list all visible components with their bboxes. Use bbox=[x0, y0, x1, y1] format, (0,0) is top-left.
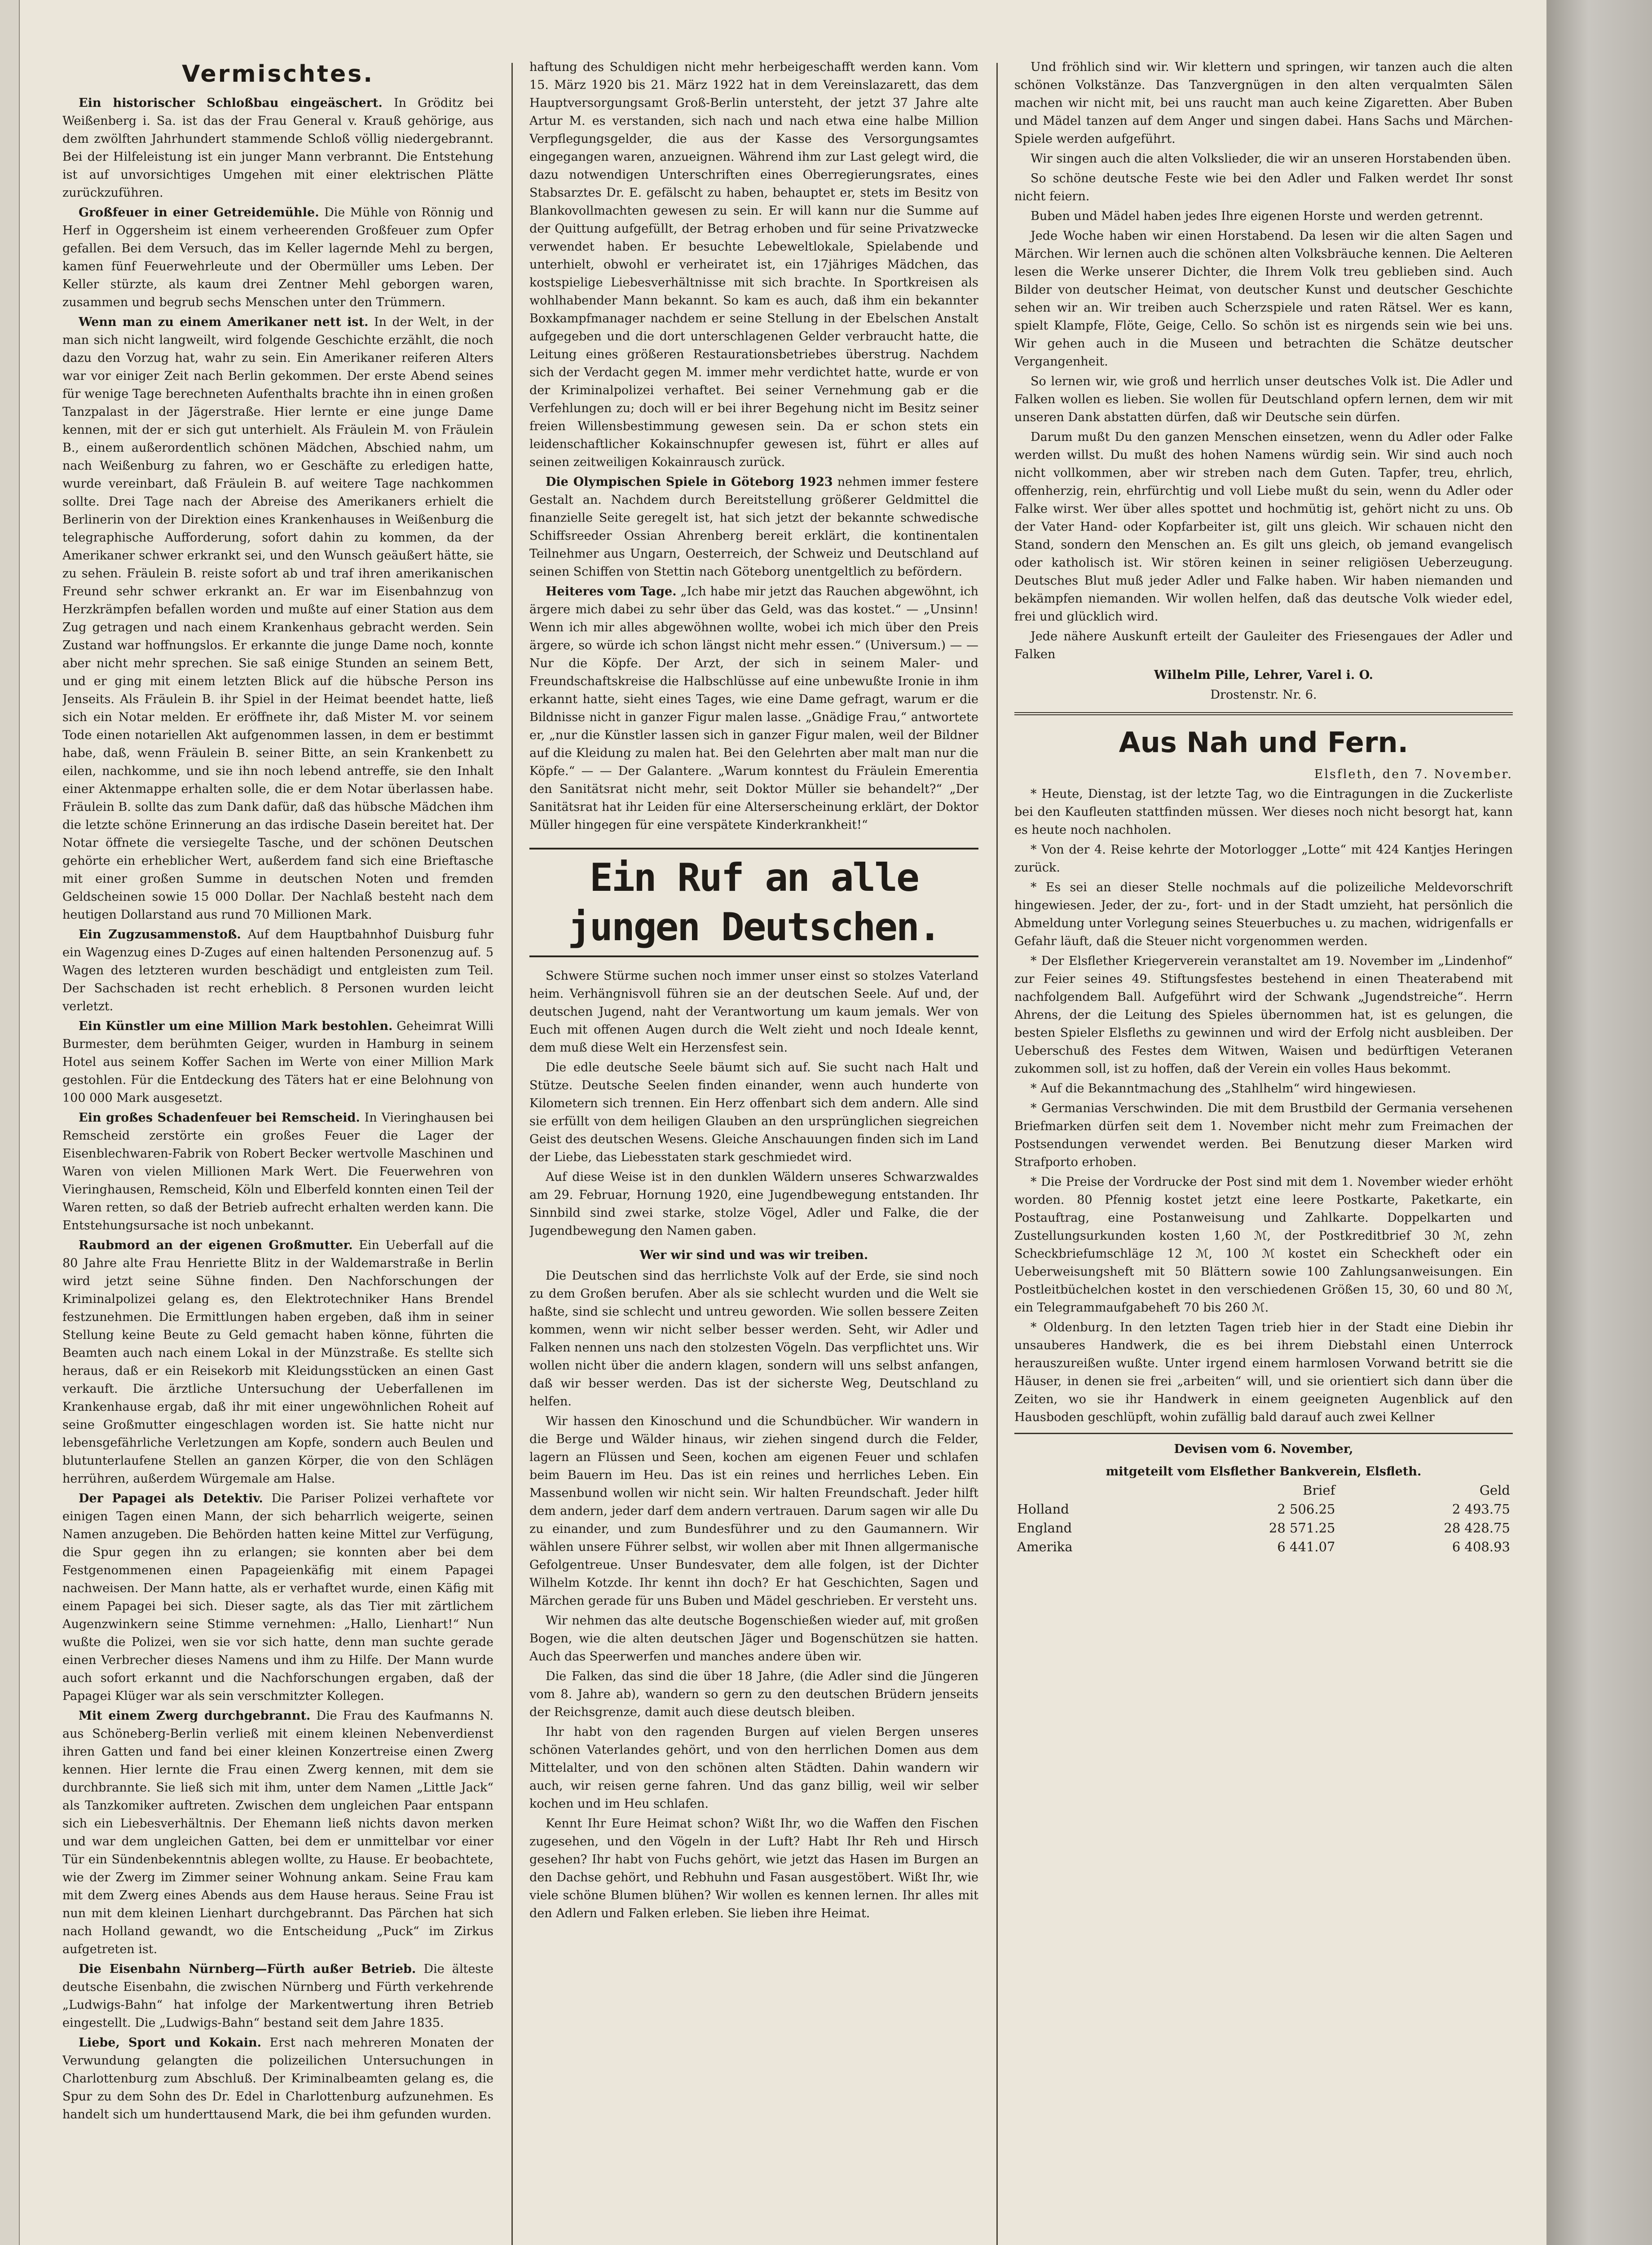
article-text: Die älteste deutsche Eisenbahn, die zwischen Nürnberg und Fürth verkehrende „Ludwigs-Bahn“ hat infolge der Markentwertung ihren Betrieb eingestellt. Die „Ludwigs-Bahn“ bestand seit dem Jahre 1835. bbox=[62, 1962, 493, 2030]
article-paragraph: Die Falken, das sind die über 18 Jahre, (die Adler sind die Jüngeren vom 8. Jahre ab), wandern so gern zu den deutschen Brüdern jenseits der Reichsgrenze, damit auch diese deutsch bleiben. bbox=[529, 1669, 978, 1719]
devisen-header-geld: Geld bbox=[1479, 1483, 1510, 1498]
article-paragraph: * Es sei an dieser Stelle nochmals auf die polizeiliche Meldevorschrift hingewiesen. Jeder, der zu-, fort- und in der Stadt umzieht, hat persönlich die Abmeldung unter Vorlegung seines Steuerbuches u. zu machen, widrigenfalls er Gefahr läuft, daß die Steuer nicht vorgenommen werden. bbox=[1014, 880, 1513, 948]
devisen-table bbox=[1014, 1481, 1513, 1556]
divider bbox=[1014, 1433, 1513, 1434]
column-vermischtes bbox=[62, 58, 493, 2245]
article-paragraph: Die Deutschen sind das herrlichste Volk auf der Erde, sie sind noch zu dem Großen berufen. Aber als sie schlecht wurden und die Welt sie haßte, sind sie schlecht und untreu geworden. Wie sollen bessere Zeiten kommen, wenn wir nicht selber besser werden. Seht, wir Adler und Falken nennen uns nach den stolzesten Vögeln. Das verpflichtet uns. Wir wollen nicht über die andern klagen, sondern will uns selbst anfangen, daß wir besser werden. Das ist der sicherste Weg, Deutschland zu helfen. bbox=[529, 1269, 978, 1409]
ruf-article-continued bbox=[1014, 58, 1513, 664]
article-paragraph: * Heute, Dienstag, ist der letzte Tag, wo die Eintragungen in die Zuckerliste bei den Kaufleuten stattfinden müssen. Wer dieses noch nicht besorgt hat, kann es heute noch nachholen. bbox=[1014, 787, 1513, 837]
article-text: Die Mühle von Rönnig und Herf in Oggersheim ist einem verheerenden Großfeuer zum Opfer gefallen. Bei dem Versuch, das im Keller lagernde Mehl zu bergen, kamen fünf Feuerwehrleute und der Obermüller ums Leben. Der Keller stürzte, als kaum drei Zentner Mehl geborgen waren, zusammen und begrub sechs Menschen unter den Trümmern. bbox=[62, 206, 493, 309]
article-paragraph: Schwere Stürme suchen noch immer unser einst so stolzes Vaterland heim. Verhängnisvoll führen sie an der deutschen Seele. Auf und, der deutschen Jugend, naht der Verantwortung um kaum jemals. Wer von Euch mit offenen Augen durch die Welt zieht und noch Ideale kennt, dem muß diese Welt ein Herzensfest sein. bbox=[529, 969, 978, 1055]
section-title-aus-nah-und-fern: Aus Nah und Fern. bbox=[1119, 726, 1409, 759]
continued-article bbox=[529, 58, 978, 471]
article-paragraph bbox=[62, 2034, 493, 2124]
article-headline: Großfeuer in einer Getreidemühle. bbox=[79, 206, 319, 220]
devisen-title: Devisen vom 6. November, bbox=[1174, 1442, 1353, 1456]
middle-articles bbox=[529, 473, 978, 834]
article-paragraph bbox=[62, 926, 493, 1016]
devisen-geld: 2 493.75 bbox=[1452, 1501, 1510, 1517]
article-paragraph bbox=[62, 1960, 493, 2032]
article-paragraph: * Auf die Bekanntmachung des „Stahlhelm“ wird hingewiesen. bbox=[1031, 1082, 1416, 1096]
article-paragraph bbox=[529, 473, 978, 581]
article-text: In der Welt, in der man sich nicht langweilt, wird folgende Geschichte erzählt, die noch dazu den Vorzug hat, wahr zu sein. Ein Amerikaner reiferen Alters war vor einiger Zeit nach Berlin gekommen. Der erste Abend seines für wenige Tage berechneten Aufenthalts brachte ihn in einen großen Tanzpalast in der Jägerstraße. Hier lernte er eine junge Dame kennen, mit der er sich gut unterhielt. Als Fräulein M. von Fräulein B., einem außerordentlich schönen Mädchen, Abschied nahm, um nach Weißenburg zu fahren, wo er Geschäfte zu erledigen hatte, wurde vereinbart, daß Fräulein B. auf weitere Tage nachkommen sollte. Drei Tage nach der Abreise des Amerikaners erhielt die Berlinerin von der Direktion eines Krankenhauses in Weißenburg die telegraphische Aufforderung, sofort dahin zu kommen, da der Amerikaner schwer erkrankt sei, und den Wunsch geäußert hätte, sie zu sehen. Fräulein B. reiste sofort ab und traf ihren amerikanischen Freund sehr schwer erkrankt an. Er war im Eisenbahnzug von Herzkrämpfen befallen worden und mußte auf einer Station aus dem Zug getragen und nach einem Krankenhaus gebracht werden. Sein Zustand war hoffnungslos. Er erkannte die junge Dame noch, konnte aber nicht mehr sprechen. Sie saß einige Stunden an seinem Bett, und er ging mit einem letzten Blick auf die hübsche Person ins Jenseits. Als Fräulein B. ihr Spiel in der Heimat beendet hatte, ließ sich ein Notar melden. Er eröffnete ihr, daß Mister M. vor seinem Tode einen notariellen Akt aufgenommen lassen, in dem er bestimmt habe, daß, wenn Fräulein B. seiner Bitte, an sein Krankenbett zu eilen, nachkomme, und sie ihn noch lebend antreffe, sie den Inhalt einer Aktenmappe erhalten solle, die er dem Notar überlassen habe. Fräulein B. sollte das zum Dank dafür, daß das hübsche Mädchen ihm die letzte schöne Erinnerung an das irdische Dasein bereitet hat. Der Notar öffnete die versiegelte Tasche, und der schönen Deutschen gehörte ein erheblicher Wert, außerdem fand sich eine Brieftasche mit einer großen Summe in deutschen Noten und fremden Geldscheinen sowie 15 000 Dollar. Der Nachlaß besteht nach dem heutigen Dollarstand aus rund 70 Millionen Mark. bbox=[62, 315, 493, 922]
article-headline: Wenn man zu einem Amerikaner nett ist. bbox=[79, 315, 369, 329]
devisen-subtitle: mitgeteilt vom Elsflether Bankverein, Elsfleth. bbox=[1106, 1465, 1422, 1479]
devisen-brief: 2 506.25 bbox=[1277, 1501, 1335, 1517]
scanner-edge bbox=[1546, 0, 1652, 2245]
article-text: Die Frau des Kaufmanns N. aus Schöneberg-Berlin verließ mit einem kleinen Nebenverdienst ihren Gatten und fand bei einer kleinen Konzertreise einen Zwerg kennen. Hier lernte die Frau einen Zwerg kennen, mit dem sie durchbrannte. Sie ließ sich mit ihm, unter dem Namen „Little Jack“ als Tanzkomiker auftreten. Zwischen dem ungleichen Paar entspann sich ein Liebesverhältnis. Der Ehemann ließ nichts davon merken und war dem ungleichen Gatten, bei dem er unmittelbar vor einer Tür ein Sündenbekenntnis ablegen wollte, zu Hause. Er beobachtete, wie der Zwerg im Zimmer seiner Wohnung ankam. Seine Frau kam mit dem Zwerg eines Abends aus dem Hause heraus. Seine Frau ist nun mit dem kleinen Lienhart durchgebrannt. Das Pärchen hat sich nach Holland gewandt, wo die Entscheidung „Puck“ im Zirkus aufgetreten ist. bbox=[62, 1709, 493, 1956]
section-title-vermischtes: Vermischtes. bbox=[182, 61, 374, 88]
devisen-header-row bbox=[1014, 1481, 1513, 1500]
article-headline: Die Eisenbahn Nürnberg—Fürth außer Betrieb. bbox=[79, 1962, 416, 1976]
previous-page-edge bbox=[0, 0, 20, 2245]
newspaper-page bbox=[20, 0, 1546, 2245]
article-text: In Gröditz bei Weißenberg i. Sa. ist das der Frau General v. Krauß gehörige, aus dem zwölften Jahrhundert stammende Schloß völlig niedergebrannt. Bei der Hilfeleistung ist ein junger Mann verbrannt. Die Entstehung ist auf unvorsichtiges Umgehen mit einer elektrischen Plätte zurückzuführen. bbox=[62, 96, 493, 200]
article-paragraph: So lernen wir, wie groß und herrlich unser deutsches Volk ist. Die Adler und Falken wollen es lieben. Sie wollen für Deutschland opfern lernen, dem wir mit unseren Dank abstatten dürfen, daß wir Deutsche sein dürfen. bbox=[1014, 374, 1513, 424]
article-paragraph: * Oldenburg. In den letzten Tagen trieb hier in der Stadt eine Diebin ihr unsauberes Handwerk, die es bei ihrem Diebstahl einen Unterrock herauszureißen wußte. Unter irgend einem harmlosen Vorwand betritt sie die Häuser, in denen sie frei „arbeiten“ will, und sie orientiert sich dann über die Zeiten, wo sie ihr Handwerk in einem geeigneten Augenblick auf den Hausboden geschlüpft, wohin zufällig bald darauf auch zwei Kellner bbox=[1014, 1321, 1513, 1424]
article-paragraph: Wir hassen den Kinoschund und die Schundbücher. Wir wandern in die Berge und Wälder hinaus, wir ziehen singend durch die Felder, lagern an Flüssen und Seen, kochen am eigenen Feuer und schlafen beim Bauern im Heu. Das ist ein reines und herrliches Leben. Ein Massenbund wollen wir nicht sein. Wir halten Freundschaft. Jeder hilft dem andern, jeder darf dem andern vertrauen. Darum sagen wir alle Du zu einander, und zum Bundesführer und zu den Gaumannern. Wir wählen unsere Führer selbst, wir wollen aber mit Ihnen allgermanische Gefolgentreue. Unser Bundesvater, dem alle folgen, ist der Dichter Wilhelm Kotzde. Ihr kennt ihn doch? Er hat Geschichten, Sagen und Märchen gerade für uns Buben und Mädel geschrieben. Er versteht uns. bbox=[529, 1414, 978, 1608]
article-text: Geheimrat Willi Burmester, dem berühmten Geiger, wurden in Hamburg in seinem Hotel aus seinem Koffer Sachen im Werte von einer Million Mark gestohlen. Für die Entdeckung des Täters hat er eine Belohnung von 100 000 Mark ausgesetzt. bbox=[62, 1019, 493, 1105]
column-right bbox=[1014, 58, 1513, 2245]
article-paragraph: Und fröhlich sind wir. Wir klettern und springen, wir tanzen auch die alten schönen Volkstänze. Das Tanzvergnügen in den alten verqualmten Sälen machen wir nicht mit, bei uns raucht man auch keine Zigaretten. Aber Buben und Mädel tanzen auf dem Anger und singen dabei. Hans Sachs und Märchen-Spiele werden aufgeführt. bbox=[1014, 60, 1513, 146]
article-headline: Die Olympischen Spiele in Göteborg 1923 bbox=[546, 475, 833, 489]
local-news bbox=[1014, 785, 1513, 1426]
column-middle bbox=[529, 58, 978, 2245]
article-text: In Vieringhausen bei Remscheid zerstörte ein großes Feuer die Lager der Eisenblechwaren-Fabrik von Robert Becker wertvolle Maschinen und Waren von vielen Millionen Mark Wert. Die Feuerwehren von Vieringhausen, Remscheid, Köln und Elberfeld konnten einen Teil der Waren retten, so daß der Betrieb aufrecht erhalten werden kann. Die Entstehungsursache ist noch unbekannt. bbox=[62, 1111, 493, 1233]
article-paragraph: Jede Woche haben wir einen Horstabend. Da lesen wir die alten Sagen und Märchen. Wir lernen auch die schönen alten Volksbräuche kennen. Die Aelteren lesen die Werke unserer Dichter, die Ihrem Volk treu geblieben sind. Auch Bilder von deutscher Heimat, von deutscher Kunst und deutscher Geschichte sehen wir an. Wir treiben auch Scherzspiele und raten Rätsel. Wer es kann, spielt Klampfe, Flöte, Geige, Cello. So schön ist es nirgends sein wie bei uns. Wir gehen auch in die Museen und betrachten die Schätze deutscher Vergangenheit. bbox=[1014, 229, 1513, 369]
devisen-row bbox=[1014, 1519, 1513, 1537]
devisen-row bbox=[1014, 1500, 1513, 1519]
article-paragraph: Auf diese Weise ist in den dunklen Wäldern unseres Schwarzwaldes am 29. Februar, Hornung 1920, eine Jugendbewegung entstanden. Ihr Sinnbild sind zwei starke, stolze Vögel, Adler und Falke, die der Jugendbewegung den Namen gaben. bbox=[529, 1170, 978, 1238]
article-headline: Ein Zugzusammenstoß. bbox=[79, 928, 241, 942]
article-headline: Mit einem Zwerg durchgebrannt. bbox=[79, 1709, 311, 1723]
article-paragraph: Kennt Ihr Eure Heimat schon? Wißt Ihr, wo die Waffen den Fischen zugesehen, und den Vögeln in der Luft? Habt Ihr Reh und Hirsch gesehen? Ihr habt von Fuchs gehört, wie jetzt das Hasen im Burgen an den Dachse gehört, und Rebhuhn und Fasan ausgestöbert. Wißt Ihr, wie viele schöne Blumen blühen? Wir wollen es kennen lernen. Ihr alles mit den Adlern und Falken erleben. Sie lieben ihre Heimat. bbox=[529, 1817, 978, 1920]
article-paragraph bbox=[62, 1707, 493, 1959]
article-text: „Ich habe mir jetzt das Rauchen abgewöhnt, ich ärgere mich dabei zu sehr über das Geld, was das kostet.“ — „Unsinn! Wenn ich mir alles abgewöhnen wollte, wobei ich mich über den Preis ärgere, so würde ich schon längst nicht mehr essen.“ (Universum.) — — Nur die Köpfe. Der Arzt, der sich in seinem Maler- und Freundschaftskreise die Halbschlüsse auf eine unbewußte Ironie in ihm erkannt hatte, sieht eines Tages, wie eine Dame gefragt, warum er die Bildnisse nicht in ganzer Figur malen lasse. „Gnädige Frau,“ antwortete er, „nur die Künstler lassen sich in ganzer Figur malen, weil der Bildner auf die Kleidung zu malen hat. Bei den Gelehrten aber malt man nur die Köpfe.“ — — Der Galantere. „Warum konntest du Fräulein Emerentia den Sanitätsrat nicht mehr, seit Doktor Müller sie behandelt?“ „Der Sanitätsrat hat ihr Leiden für eine Alterserscheinung erklärt, der Doktor Müller hingegen für eine verspätete Kinderkrankheit!“ bbox=[529, 585, 978, 832]
article-paragraph: * Die Preise der Vordrucke der Post sind mit dem 1. November wieder erhöht worden. 80 Pfennig kostet jetzt eine leere Postkarte, Paketkarte, ein Postauftrag, eine Postanweisung und Zahlkarte. Doppelkarten und Zustellungsurkunden kosten 1,60 ℳ, der Postkreditbrief 30 ℳ, zehn Scheckbriefumschläge 12 ℳ, 100 ℳ kostet ein Scheckheft oder ein Ueberweisungsheft mit 50 Blättern sowie 100 Zahlungsanweisungen. Ein Postleitbüchelchen kostet in den verschiedenen Größen 15, 30, 60 und 80 ℳ, ein Telegrammaufgabeheft 70 bis 260 ℳ. bbox=[1014, 1175, 1513, 1315]
devisen-land: England bbox=[1017, 1520, 1072, 1536]
devisen-geld: 6 408.93 bbox=[1452, 1539, 1510, 1554]
article-text: Die Pariser Polizei verhaftete vor einigen Tagen einen Mann, der sich beharrlich weigerte, seinen Namen anzugeben. Die Behörden hatten keine Mittel zur Verfügung, die Spur gegen ihn zu erlangen; sie konnten aber bei dem Festgenommenen einen Papageienkäfig mit einem Papagei nachweisen. Der Mann hatte, als er verhaftet wurde, einen Käfig mit einem Papagei bei sich. Dieser sagte, als das Tier mit zärtlichem Augenzwinkern seine Stimme vernehmen: „Hallo, Lienhart!“ Nun wußte die Polizei, wen sie vor sich hatte, denn man suchte gerade einen Verbrecher dieses Namens und ihm zu Hilfe. Der Mann wurde auch sofort erkannt und die Nachforschungen ergaben, daß der Papagei Klüger war als sein verschmitzter Kollegen. bbox=[62, 1492, 493, 1703]
article-headline: Heiteres vom Tage. bbox=[546, 585, 677, 599]
article-text: Ein Ueberfall auf die 80 Jahre alte Frau Henriette Blitz in der Waldemarstraße in Berlin wird jetzt seine Sühne finden. Den Nachforschungen der Kriminalpolizei gelang es, den Elektrotechniker Hans Brendel festzunehmen. Die Ermittlungen haben ergeben, daß ihm in seiner Stellung keine Beute zu Geld gemacht haben könne, führten die Beamten auch nach einem Lokal in der Münzstraße. Es stellte sich heraus, daß er ein Reisekorb mit Kleidungsstücken an einen Gast verkauft. Die ärztliche Untersuchung der Ueberfallenen im Krankenhause ergab, daß ihr mit einer ungewöhnlichen Roheit auf seine Großmutter eingeschlagen worden ist. Sie hatte nicht nur lebensgefährliche Verletzungen am Kopfe, sondern auch Beulen und blutunterlaufene Stellen an ganzen Körper, die von den Schlägen herrühren, außerdem Würgemale am Halse. bbox=[62, 1238, 493, 1486]
article-paragraph bbox=[62, 1017, 493, 1107]
subheading-wer-wir-sind: Wer wir sind und was wir treiben. bbox=[639, 1248, 868, 1262]
article-paragraph: Wir singen auch die alten Volkslieder, die wir an unseren Horstabenden üben. bbox=[1031, 152, 1511, 166]
devisen-brief: 6 441.07 bbox=[1277, 1539, 1335, 1554]
banner-headline: Ein Ruf an alle jungen Deutschen. bbox=[529, 848, 978, 957]
section-divider bbox=[1014, 712, 1513, 715]
article-paragraph: Ihr habt von den ragenden Burgen auf vielen Bergen unseres schönen Vaterlandes gehört, und von den herrlichen Domen aus dem Mittelalter, und von den schönen alten Städten. Dahin wandern wir auch, wir reisen gerne fahren. Und das ganz billig, weil wir selber kochen und im Heu schlafen. bbox=[529, 1725, 978, 1811]
article-headline: Ein historischer Schloßbau eingeäschert. bbox=[79, 96, 383, 110]
article-text: nehmen immer festere Gestalt an. Nachdem durch Bereitstellung größerer Geldmittel die finanzielle Seite geregelt ist, hat sich jetzt der bekannte schwedische Schiffsreeder Ossian Ahrenberg bereit erklärt, die kontinentalen Teilnehmer aus Ungarn, Oesterreich, der Schweiz und Deutschland auf seinen Schiffen von Stettin nach Göteborg unentgeltlich zu befördern. bbox=[529, 475, 978, 579]
article-headline: Liebe, Sport und Kokain. bbox=[79, 2036, 261, 2050]
article-paragraph bbox=[62, 1490, 493, 1705]
devisen-row bbox=[1014, 1537, 1513, 1556]
article-paragraph: Die edle deutsche Seele bäumt sich auf. Sie sucht nach Halt und Stütze. Deutsche Seelen finden einander, wenn auch hunderte von Kilometern sich trennen. Ein Herz offenbart sich dem andern. Alle sind sie erfüllt von dem heiligen Glauben an den ursprünglichen siegreichen Geist des deutschen Wesens. Gleiche Anschauungen finden sich im Land der Liebe, das Liebesstaten stark geschmiedet wird. bbox=[529, 1061, 978, 1164]
address: Drostenstr. Nr. 6. bbox=[1210, 688, 1317, 702]
article-paragraph: Buben und Mädel haben jedes Ihre eigenen Horste und werden getrennt. bbox=[1031, 209, 1483, 223]
article-paragraph bbox=[62, 313, 493, 924]
devisen-geld: 28 428.75 bbox=[1444, 1520, 1510, 1536]
article-headline: Der Papagei als Detektiv. bbox=[79, 1492, 263, 1505]
devisen-brief: 28 571.25 bbox=[1269, 1520, 1335, 1536]
column-rule bbox=[511, 63, 513, 2245]
article-paragraph: Wir nehmen das alte deutsche Bogenschießen wieder auf, mit großen Bogen, wie die alten deutschen Jäger und Bogenschützen sie hatten. Auch das Speerwerfen und manches andere üben wir. bbox=[529, 1614, 978, 1664]
article-paragraph: Jede nähere Auskunft erteilt der Gauleiter des Friesengaues der Adler und Falken bbox=[1014, 629, 1513, 661]
article-paragraph: So schöne deutsche Feste wie bei den Adler und Falken werdet Ihr sonst nicht feiern. bbox=[1014, 172, 1513, 203]
article-headline: Raubmord an der eigenen Großmutter. bbox=[79, 1238, 353, 1252]
devisen-header-brief: Brief bbox=[1303, 1483, 1335, 1498]
signature: Wilhelm Pille, Lehrer, Varel i. O. bbox=[1154, 668, 1374, 682]
article-paragraph: * Germanias Verschwinden. Die mit dem Brustbild der Germania versehenen Briefmarken dürfen seit dem 1. November nicht mehr zum Freimachen der Postsendungen verwendet werden. Bei Benutzung dieser Marken wird Strafporto erhoben. bbox=[1014, 1101, 1513, 1169]
column-rule bbox=[996, 63, 998, 2245]
article-paragraph: * Der Elsflether Kriegerverein veranstaltet am 19. November im „Lindenhof“ zur Feier seines 49. Stiftungsfestes bestehend in einen Theaterabend mit nachfolgendem Ball. Aufgeführt wird der Schwank „Jugendstreiche“. Herrn Ahrens, der die Leitung des Spieles übernommen hat, ist es gelungen, die besten Spieler Elsfleths zu gewinnen und wird der Erfolg nicht ausbleiben. Der Ueberschuß des Festes dem Witwen, Waisen und bedürftigen Veteranen zukommen soll, ist zu hoffen, daß der Verein ein volles Haus bekommt. bbox=[1014, 954, 1513, 1076]
article-paragraph bbox=[62, 1109, 493, 1235]
article-text: Auf dem Hauptbahnhof Duisburg fuhr ein Wagenzug eines D-Zuges auf einen haltenden Personenzug auf. 5 Wagen des letzteren wurden beschädigt und entgleisten zum Teil. Der Sachschaden ist recht erheblich. 8 Personen wurden leicht verletzt. bbox=[62, 928, 493, 1013]
dateline: Elsfleth, den 7. November. bbox=[1314, 767, 1513, 781]
devisen-header-land bbox=[1014, 1481, 1163, 1500]
ruf-article bbox=[529, 967, 978, 1240]
article-headline: Ein großes Schadenfeuer bei Remscheid. bbox=[79, 1111, 360, 1125]
article-paragraph: * Von der 4. Reise kehrte der Motorlogger „Lotte“ mit 424 Kantjes Heringen zurück. bbox=[1014, 843, 1513, 875]
wer-wir-sind-article bbox=[529, 1267, 978, 1923]
article-text: Erst nach mehreren Monaten der Verwundung gelangten die polizeilichen Untersuchungen in Charlottenburg zum Abschluß. Der Kriminalbeamten gelang es, die Spur zu dem Sohn des Dr. Edel in Charlottenburg aufzunehmen. Es handelt sich um hunderttausend Mark, die bei ihm gefunden wurden. bbox=[62, 2036, 493, 2122]
article-paragraph: Darum mußt Du den ganzen Menschen einsetzen, wenn du Adler oder Falke werden willst. Du mußt des hohen Namens würdig sein. Wir sind auch noch nicht vollkommen, aber wir streben nach dem Guten. Tapfer, treu, ehrlich, offenherzig, rein, ehrfürchtig und voll Liebe mußt du sein, wenn du Adler oder Falke wirst. Wer über alles spottet und hochmütig ist, gehört nicht zu uns. Ob der Vater Hand- oder Kopfarbeiter ist, gilt uns gleich. Wir schauen nicht den Stand, sondern den Menschen an. Es gilt uns gleich, ob jemand evangelisch oder katholisch ist. Wir stören keinen in seiner religiösen Ueberzeugung. Deutsches Blut muß jeder Adler und Falke haben. Wir haben niemanden und bekämpfen niemanden. Wir wollen helfen, daß das deutsche Volk wieder edel, frei und glücklich wird. bbox=[1014, 430, 1513, 624]
article-paragraph: haftung des Schuldigen nicht mehr herbeigeschafft werden kann. Vom 15. März 1920 bis 21. März 1922 hat in dem Vereinslazarett, das dem Hauptversorgungsamt Groß-Berlin untersteht, der jetzt 37 Jahre alte Artur M. es verstanden, sich nach und nach etwa eine halbe Million Verpflegungsgelder, die aus der Kasse des Versorgungsamtes eingegangen waren, anzueignen. Während ihm zur Last gelegt wird, die dazu notwendigen Unterschriften eines Oberregierungsrates, eines Stabsarztes Dr. E. gefälscht zu haben, behauptet er, stets im Besitz von Blankovollmachten gewesen zu sein. Er will kann nur die Summe auf der Quittung aufgefüllt, der Betrag erhoben und für seine Privatzwecke verwendet haben. Er besuchte Lebeweltlokale, Spielabende und unterhielt, obwohl er verheiratet ist, ein 17jähriges Mädchen, das kostspielige Liebesverhältnisse mit sich brachte. In Sportkreisen als wohlhabender Mann bekannt. So kam es auch, daß ihm ein bekannter Boxkampfmanager nachdem er seine Stellung in der Ebelschen Anstalt aufgegeben und die dort unterschlagenen Gelder verbraucht hatte, die Leitung eines größeren Restaurationsbetriebes überstrug. Nachdem sich der Verdacht gegen M. immer mehr verdichtet hatte, wurde er von der Kriminalpolizei verhaftet. Bei seiner Vernehmung gab er die Verfehlungen zu; doch will er bei ihrer Begehung nicht im Besitz seiner freien Willensbestimmung gewesen sein. Da er schon stets ein leidenschaftlicher Kokainschnupfer gewesen ist, führt er alles auf seinen zeitweiligen Kokainrausch zurück. bbox=[529, 60, 978, 469]
article-headline: Ein Künstler um eine Million Mark bestohlen. bbox=[79, 1019, 393, 1033]
article-paragraph bbox=[529, 583, 978, 834]
devisen-land: Amerika bbox=[1017, 1539, 1073, 1554]
article-paragraph bbox=[62, 94, 493, 202]
devisen-land: Holland bbox=[1017, 1501, 1069, 1517]
article-paragraph bbox=[62, 1237, 493, 1488]
article-paragraph bbox=[62, 204, 493, 312]
vermischtes-articles bbox=[62, 94, 493, 2124]
